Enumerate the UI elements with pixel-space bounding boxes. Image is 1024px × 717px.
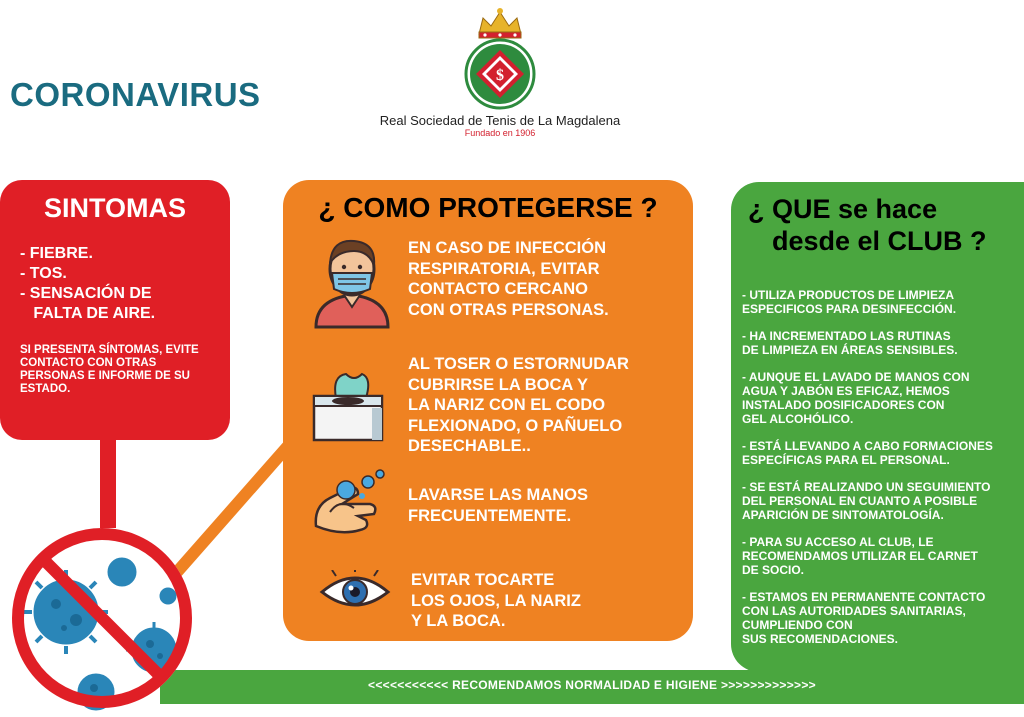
list-item: - AUNQUE EL LAVADO DE MANOS CON AGUA Y JABÓN ES EFICAZ, HEMOS INSTALADO DOSIFICADORES CON GEL ALCOHÓLICO. [742, 370, 970, 426]
page-title: CORONAVIRUS [10, 76, 261, 113]
list-item: - ESTAMOS EN PERMANENTE CONTACTO CON LAS AUTORIDADES SANITARIAS, CUMPLIENDO CON SUS RECOMENDACIONES. [742, 590, 986, 646]
no-virus-icon [4, 520, 200, 716]
svg-text:$: $ [496, 67, 504, 84]
tip-text: EN CASO DE INFECCIÓN RESPIRATORIA, EVITAR CONTACTO CERCANO CON OTRAS PERSONAS. [408, 239, 609, 319]
symptoms-note: SI PRESENTA SÍNTOMAS, EVITE CONTACTO CON OTRAS PERSONAS E INFORME DE SU ESTADO. [20, 344, 199, 395]
founded-year: Fundado en 1906 [464, 128, 536, 138]
club-actions-list [742, 288, 1017, 659]
club-crest-logo [455, 4, 545, 112]
tip-text: LAVARSE LAS MANOS FRECUENTEMENTE. [408, 486, 588, 525]
eye-icon [318, 570, 392, 612]
list-item: - PARA SU ACCESO AL CLUB, LE RECOMENDAMOS UTILIZAR EL CARNET DE SOCIO. [742, 535, 978, 577]
tissue-box-icon [308, 368, 388, 446]
club-heading-line1: ¿ QUE se hace [748, 194, 938, 224]
list-item: - FIEBRE. [20, 245, 93, 262]
list-item: - SE ESTÁ REALIZANDO UN SEGUIMIENTO DEL PERSONAL EN CUANTO A POSIBLE APARICIÓN DE SINTOMATOLOGÍA. [742, 480, 991, 522]
club-heading-line2: desde el CLUB ? [772, 226, 987, 256]
symptoms-heading: SINTOMAS [43, 193, 186, 223]
footer-banner-text: <<<<<<<<<<< RECOMENDAMOS NORMALIDAD E HIGIENE >>>>>>>>>>>>> [368, 678, 816, 692]
hand-washing-icon [310, 468, 388, 538]
list-item: - TOS. [20, 265, 67, 282]
list-item: - HA INCREMENTADO LAS RUTINAS DE LIMPIEZA EN ÁREAS SENSIBLES. [742, 329, 958, 357]
symptoms-list [20, 244, 155, 324]
protection-heading: ¿ COMO PROTEGERSE ? [318, 192, 658, 223]
masked-person-icon [308, 233, 396, 329]
club-name: Real Sociedad de Tenis de La Magdalena [379, 113, 621, 128]
list-item: - ESTÁ LLEVANDO A CABO FORMACIONES ESPECÍFICAS PARA EL PERSONAL. [742, 439, 993, 467]
list-item: - SENSACIÓN DE FALTA DE AIRE. [20, 285, 156, 322]
crown-icon [479, 8, 521, 38]
symptoms-connector [100, 438, 116, 528]
tip-text: EVITAR TOCARTE LOS OJOS, LA NARIZ Y LA BOCA. [411, 571, 581, 630]
tip-text: AL TOSER O ESTORNUDAR CUBRIRSE LA BOCA Y LA NARIZ CON EL CODO FLEXIONADO, O PAÑUELO DESECHABLE.. [408, 355, 629, 455]
list-item: - UTILIZA PRODUCTOS DE LIMPIEZA ESPECIFICOS PARA DESINFECCIÓN. [742, 288, 957, 316]
